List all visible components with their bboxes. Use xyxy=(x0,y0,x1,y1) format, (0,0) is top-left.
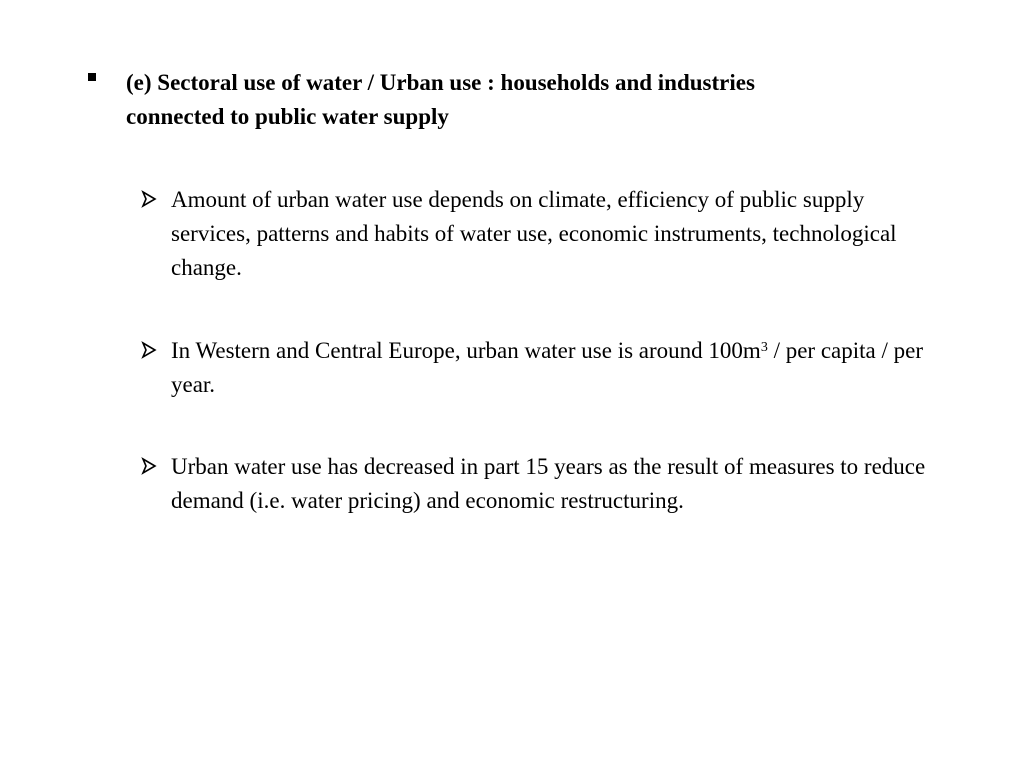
main-bullet-line-2: connected to public water supply xyxy=(126,104,449,129)
arrow-bullet-icon xyxy=(140,190,158,208)
main-bullet-text xyxy=(126,66,956,134)
sub-bullet-text-before: In Western and Central Europe, urban water use is around 100m xyxy=(171,338,761,363)
sub-bullet-text-after: / per capita / per year. xyxy=(171,338,923,397)
arrow-bullet-icon xyxy=(140,341,158,359)
arrow-bullet-icon xyxy=(140,457,158,475)
sub-bullet-text xyxy=(171,334,941,402)
sub-bullet-text: Urban water use has decreased in part 15 years as the result of measures to reduce demand (i.e. water pricing) and economic restructuring. xyxy=(171,454,926,513)
main-bullet-line-1: (e) Sectoral use of water / Urban use : households and industries xyxy=(126,70,755,95)
square-bullet-icon xyxy=(88,73,96,81)
sub-bullet-text: Amount of urban water use depends on climate, efficiency of public supply services, patterns and habits of water use, economic instruments, technological change. xyxy=(171,187,897,280)
superscript: 3 xyxy=(760,340,768,355)
